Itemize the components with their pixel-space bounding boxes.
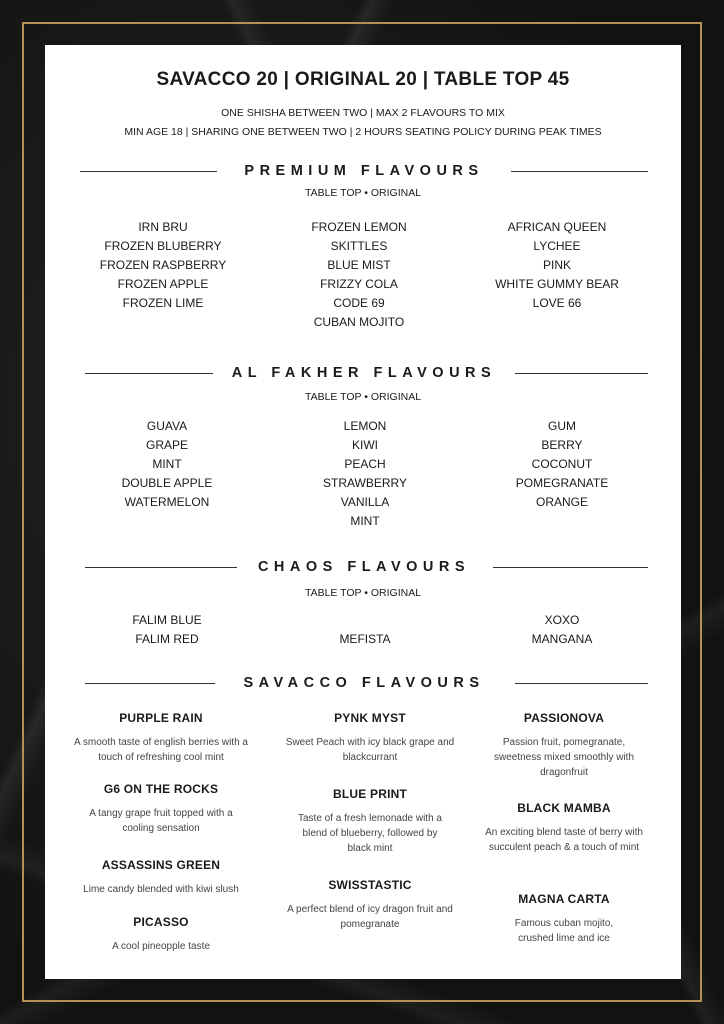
savacco-section-header (80, 675, 648, 691)
flavour-item: STRAWBERRY (322, 476, 407, 490)
chaos-section-title: CHAOS FLAVOURS (257, 559, 471, 575)
flavour-item: COCONUT (531, 457, 593, 471)
premium-column-2 (259, 218, 459, 332)
flavour-item: LEMON (343, 419, 387, 433)
flavour-item: FROZEN LIME (122, 296, 204, 310)
divider-line (493, 567, 648, 568)
flavour-item: PINK (542, 258, 571, 272)
item-name: BLUE PRINT (333, 787, 407, 801)
flavour-item: BERRY (541, 438, 583, 452)
item-description: A cool pineopple taste (112, 941, 210, 952)
flavour-item: GUM (548, 419, 576, 433)
savacco-item-magna-carta (464, 890, 664, 946)
premium-tags: TABLE TOP • ORIGINAL (304, 187, 422, 199)
flavour-item: WHITE GUMMY BEAR (495, 277, 619, 291)
item-name: MAGNA CARTA (518, 892, 610, 906)
flavour-item: IRN BRU (138, 220, 188, 234)
al-fakher-tags: TABLE TOP • ORIGINAL (304, 391, 422, 403)
savacco-item-purple-rain (61, 709, 261, 765)
flavour-item: FROZEN APPLE (117, 277, 209, 291)
item-name: PICASSO (133, 915, 189, 929)
savacco-item-pynk-myst (270, 709, 470, 765)
policy-line-2: MIN AGE 18 | SHARING ONE BETWEEN TWO | 2 HOURS SEATING POLICY DURING PEAK TIMES (124, 126, 602, 138)
flavour-item: ORANGE (535, 495, 588, 509)
divider-line (511, 171, 648, 172)
flavour-item: SKITTLES (330, 239, 388, 253)
item-description: An exciting blend taste of berry with succulent peach & a touch of mint (485, 827, 643, 853)
flavour-item: POMEGRANATE (515, 476, 609, 490)
savacco-item-blue-print (270, 785, 470, 856)
flavour-item: MINT (152, 457, 182, 471)
flavour-item: LYCHEE (533, 239, 581, 253)
al-fakher-column-1 (67, 417, 267, 512)
item-description: Taste of a fresh lemonade with a blend of blueberry, followed by black mint (298, 813, 442, 854)
premium-column-1 (63, 218, 263, 313)
flavour-item: MINT (350, 514, 380, 528)
flavour-item: FROZEN LEMON (311, 220, 407, 234)
flavour-item: LOVE 66 (532, 296, 582, 310)
savacco-item-passionova (464, 709, 664, 780)
flavour-item: XOXO (544, 613, 580, 627)
flavour-item: KIWI (352, 438, 378, 452)
chaos-section-header (80, 559, 648, 575)
flavour-item: WATERMELON (124, 495, 210, 509)
item-description: A tangy grape fruit topped with a cooling sensation (89, 808, 233, 834)
flavour-item: AFRICAN QUEEN (507, 220, 607, 234)
item-name: PYNK MYST (334, 711, 406, 725)
item-description: Sweet Peach with icy black grape and blackcurrant (285, 737, 455, 763)
flavour-item: FROZEN BLUBERRY (104, 239, 222, 253)
flavour-item: FALIM RED (135, 632, 199, 646)
savacco-section-title: SAVACCO FLAVOURS (243, 675, 485, 691)
chaos-column-1 (67, 611, 267, 649)
al-fakher-section-title: AL FAKHER FLAVOURS (231, 365, 497, 381)
flavour-item: DOUBLE APPLE (121, 476, 213, 490)
premium-column-3 (457, 218, 657, 313)
flavour-item: MANGANA (531, 632, 593, 646)
item-description: A smooth taste of english berries with a touch of refreshing cool mint (74, 737, 248, 763)
flavour-item: GRAPE (145, 438, 188, 452)
chaos-column-3 (462, 611, 662, 649)
item-description: Lime candy blended with kiwi slush (83, 884, 239, 895)
flavour-item: MEFISTA (339, 632, 391, 646)
al-fakher-column-3 (462, 417, 662, 512)
chaos-tags: TABLE TOP • ORIGINAL (304, 587, 422, 599)
savacco-item-black-mamba (464, 799, 664, 855)
flavour-item: PEACH (344, 457, 386, 471)
policy-line-1: ONE SHISHA BETWEEN TWO | MAX 2 FLAVOURS TO MIX (221, 107, 505, 119)
premium-section-title: PREMIUM FLAVOURS (244, 163, 484, 179)
flavour-item: CODE 69 (333, 296, 385, 310)
divider-line (515, 373, 648, 374)
al-fakher-column-2 (265, 417, 465, 531)
item-description: Passion fruit, pomegranate, sweetness mixed smoothly with dragonfruit (493, 737, 635, 778)
savacco-item-picasso (61, 913, 261, 954)
item-name: G6 ON THE ROCKS (103, 782, 219, 796)
flavour-item: GUAVA (146, 419, 188, 433)
flavour-item: FALIM BLUE (132, 613, 202, 627)
flavour-item: FRIZZY COLA (320, 277, 398, 291)
flavour-item: CUBAN MOJITO (313, 315, 405, 329)
menu-panel (45, 45, 681, 979)
al-fakher-section-header (80, 365, 648, 381)
premium-section-header (80, 163, 648, 179)
item-name: SWISSTASTIC (328, 878, 412, 892)
chaos-column-2 (265, 630, 465, 649)
flavour-item: VANILLA (340, 495, 390, 509)
item-description: Famous cuban mojito, crushed lime and ice (514, 918, 614, 944)
item-name: ASSASSINS GREEN (101, 858, 221, 872)
savacco-item-swisstastic (270, 876, 470, 932)
item-name: PURPLE RAIN (119, 711, 203, 725)
item-description: A perfect blend of icy dragon fruit and pomegranate (287, 904, 453, 930)
savacco-item-g6-on-the-rocks (61, 780, 261, 836)
flavour-item: BLUE MIST (327, 258, 391, 272)
flavour-item: FROZEN RASPBERRY (99, 258, 227, 272)
item-name: PASSIONOVA (523, 711, 605, 725)
divider-line (515, 683, 648, 684)
item-name: BLACK MAMBA (517, 801, 611, 815)
price-title: SAVACCO 20 | ORIGINAL 20 | TABLE TOP 45 (156, 69, 570, 90)
savacco-item-assassins-green (61, 856, 261, 897)
